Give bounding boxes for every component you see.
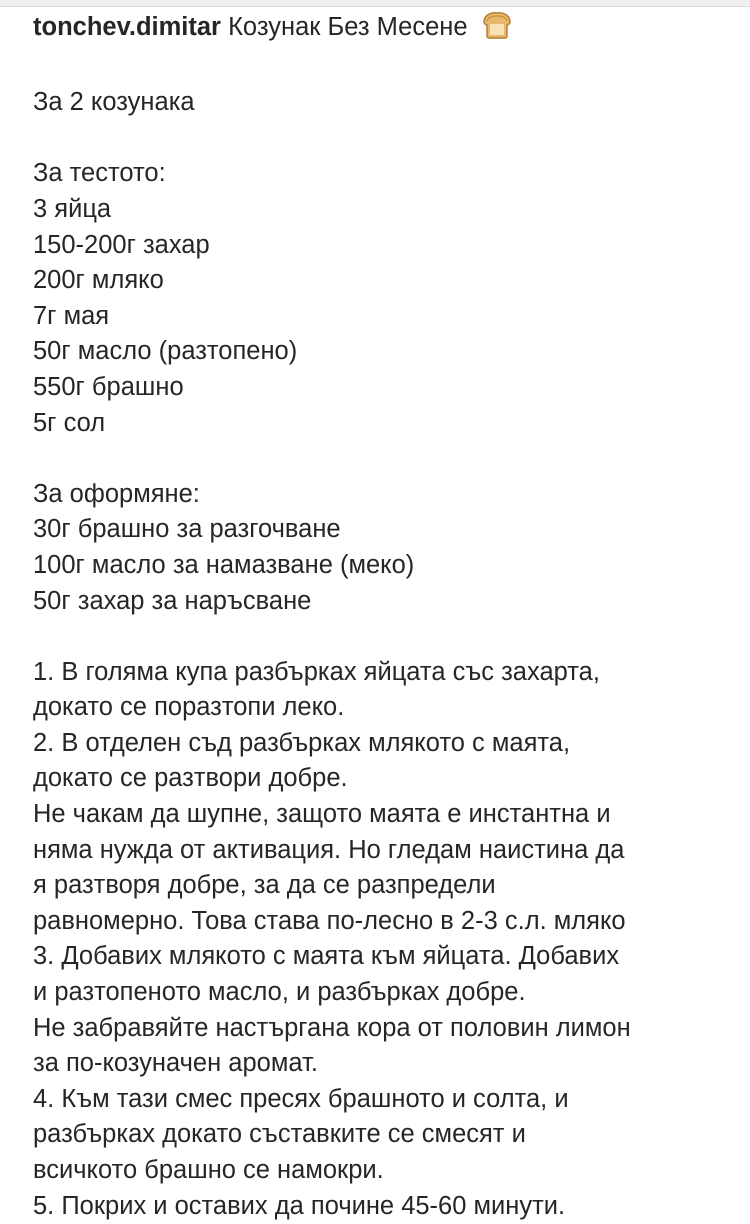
step-line: 1. В голяма купа разбърках яйцата със захарта, — [33, 657, 600, 686]
blank-line — [33, 50, 733, 86]
shaping-header: За оформяне: — [33, 479, 200, 508]
bread-icon — [481, 11, 513, 50]
ingredient-line: 100г масло за намазване (меко) — [33, 550, 415, 579]
servings-text: За 2 козунака — [33, 88, 195, 117]
username-link[interactable]: tonchev.dimitar — [33, 13, 221, 41]
step-line: докато се поразтопи леко. — [33, 693, 345, 722]
step-line: равномерно. Това става по-лесно в 2-3 с.л. мляко — [33, 906, 626, 935]
ingredient-line: 5г сол — [33, 408, 106, 437]
ingredient-line: 50г масло (разтопено) — [33, 337, 298, 366]
ingredient-line: 550г брашно — [33, 372, 184, 401]
ingredient-line: 150-200г захар — [33, 230, 210, 259]
caption-title-line — [33, 10, 733, 50]
blank-line — [33, 121, 733, 157]
blank-line — [33, 441, 733, 477]
ingredient-line: 200г мляко — [33, 266, 164, 295]
step-line: Не забравяйте настъргана кора от половин лимон — [33, 1013, 631, 1042]
ingredient-line: 30г брашно за разгочване — [33, 515, 341, 544]
step-line: за по-козуначен аромат. — [33, 1049, 318, 1078]
step-line: 5. Покрих и оставих да почине 45-60 минути. — [33, 1191, 566, 1220]
post-caption — [33, 10, 733, 1224]
step-line: разбърках докато съставките се смесят и — [33, 1120, 526, 1149]
step-line: 2. В отделен съд разбърках млякото с маята, — [33, 728, 571, 757]
step-line: всичкото брашно се намокри. — [33, 1156, 384, 1184]
recipe-title: Козунак Без Месене — [228, 13, 468, 41]
dough-header: За тестото: — [33, 159, 166, 188]
step-line: я разтворя добре, за да се разпредели — [33, 871, 496, 900]
ingredient-line: 50г захар за наръсване — [33, 586, 312, 615]
step-line: Не чакам да шупне, защото маята е инстантна и — [33, 800, 611, 829]
step-line: 3. Добавих млякото с маята към яйцата. Добавих — [33, 942, 620, 971]
top-divider — [0, 0, 750, 7]
step-line: докато се разтвори добре. — [33, 764, 348, 793]
ingredient-line: 7г мая — [33, 301, 110, 330]
step-line: 4. Към тази смес пресях брашното и солта, и — [33, 1084, 569, 1113]
blank-line — [33, 619, 733, 655]
step-line: и разтопеното масло, и разбърках добре. — [33, 978, 526, 1007]
step-line: няма нужда от активация. Но гледам наистина да — [33, 835, 625, 864]
ingredient-line: 3 яйца — [33, 194, 112, 223]
